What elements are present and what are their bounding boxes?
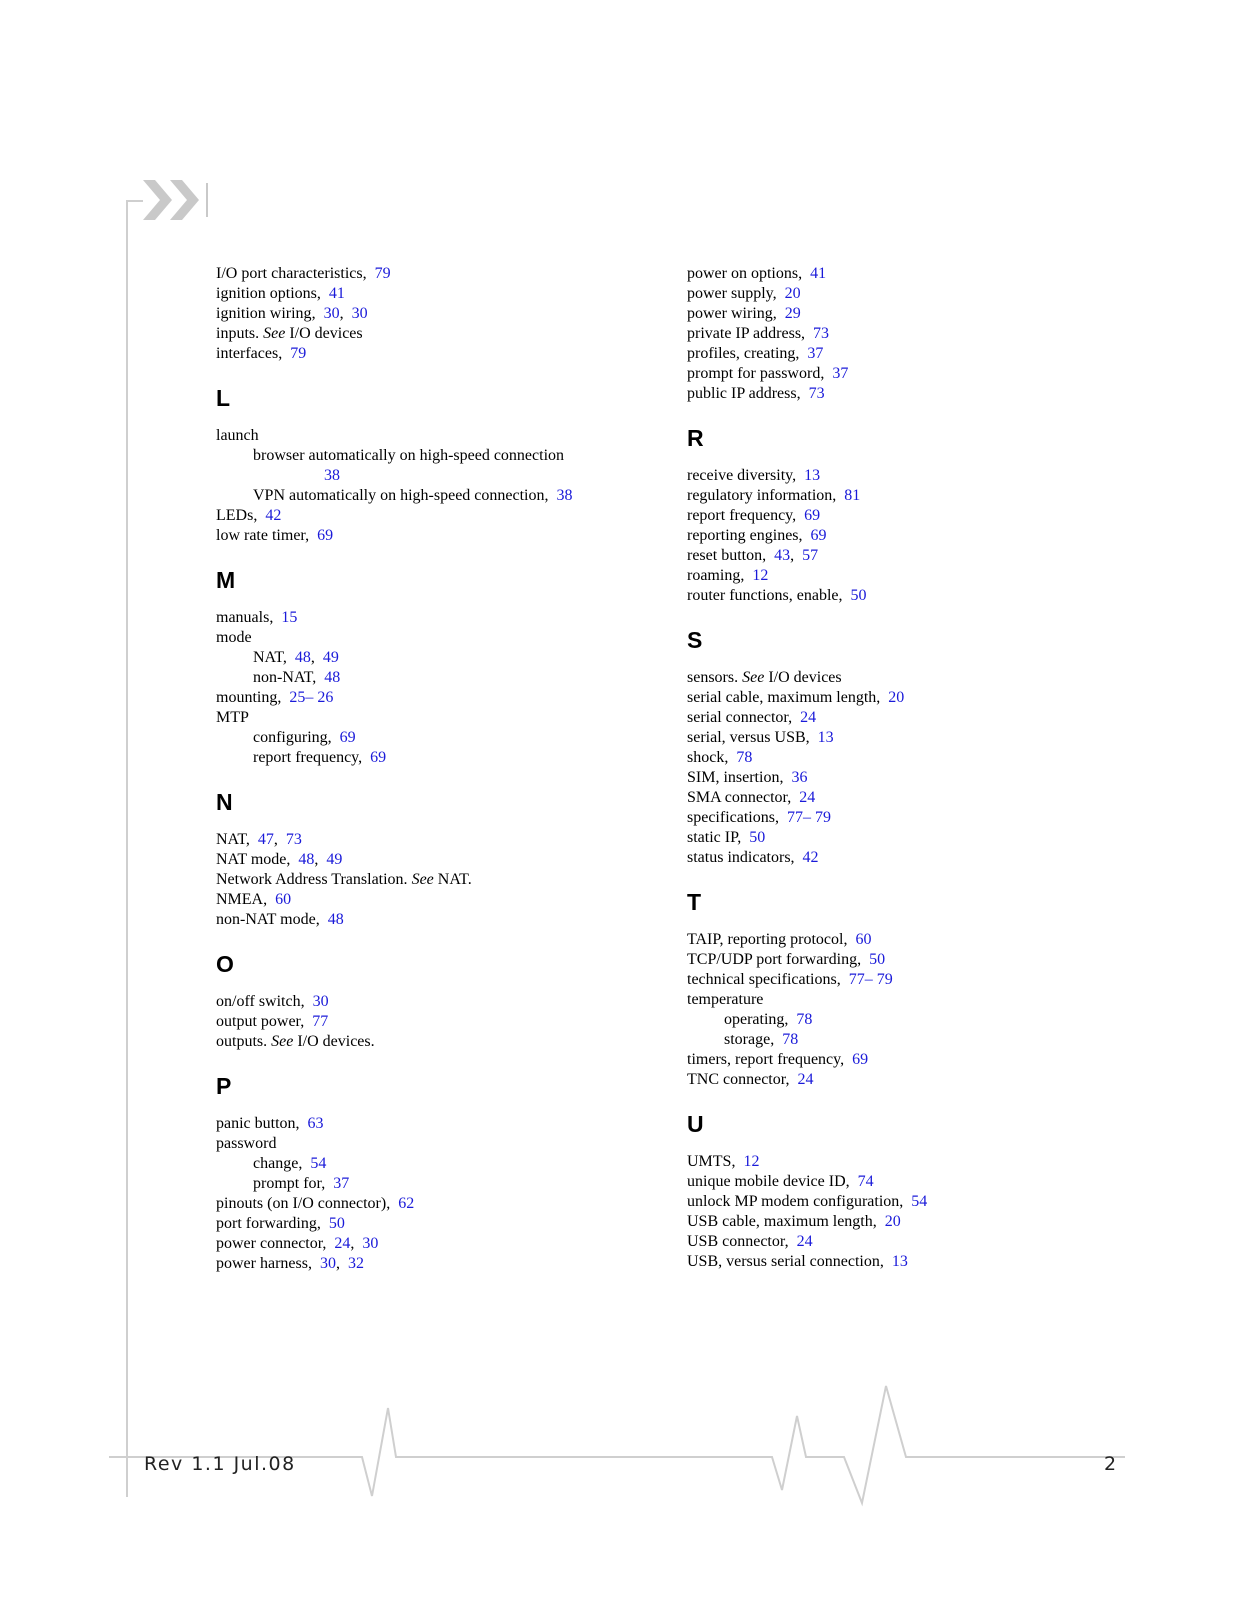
index-entry: reset button, 43, 57 <box>687 547 819 564</box>
page-link[interactable]: 69 <box>339 729 356 746</box>
entry-term: SMA connector <box>687 789 788 806</box>
index-entry: unlock MP modem configuration, 54 <box>687 1193 928 1210</box>
index-entry: NAT, 47, 73 <box>216 831 302 848</box>
entry-term: outputs. <box>216 1033 272 1050</box>
entry-term: unlock MP modem configuration <box>687 1193 900 1210</box>
entry-term: pinouts (on I/O connector) <box>216 1195 387 1212</box>
page-link[interactable]: 48 <box>294 649 311 666</box>
index-entry: SMA connector, 24 <box>687 789 816 806</box>
page-link[interactable]: 69 <box>810 527 827 544</box>
index-column-right <box>687 264 1127 1272</box>
section-letter: T <box>687 889 702 915</box>
entry-term: mode <box>216 629 252 646</box>
entry-term: panic button <box>216 1115 296 1132</box>
footer-revision: Rev 1.1 Jul.08 <box>144 1453 296 1475</box>
index-subentry <box>216 446 616 466</box>
page-link[interactable]: 69 <box>370 749 387 766</box>
entry-term: password <box>216 1135 277 1152</box>
index-entry: TNC connector, 24 <box>687 1071 814 1088</box>
entry-term: interfaces <box>216 345 279 362</box>
index-entry: NAT mode, 48, 49 <box>216 851 343 868</box>
page-link[interactable]: 12 <box>743 1153 760 1170</box>
index-entry: power harness, 30, 32 <box>216 1255 364 1272</box>
index-entry: serial, versus USB, 13 <box>687 729 834 746</box>
page-link[interactable]: 42 <box>802 849 819 866</box>
index-entry: low rate timer, 69 <box>216 527 334 544</box>
index-entry: panic button, 63 <box>216 1115 324 1132</box>
index-entry: public IP address, 73 <box>687 385 825 402</box>
page-link[interactable]: 63 <box>307 1115 324 1132</box>
section-letter: L <box>216 385 231 411</box>
index-entry: profiles, creating, 37 <box>687 345 824 362</box>
page-link[interactable]: 50 <box>749 829 766 846</box>
see-target: I/O devices. <box>293 1033 375 1050</box>
see-reference: See <box>271 1033 294 1050</box>
page-link[interactable]: 77– 79 <box>786 809 831 826</box>
index-entry: power wiring, 29 <box>687 305 801 322</box>
section-letter: P <box>216 1073 232 1099</box>
entry-term: change <box>253 1155 299 1172</box>
index-entry: prompt for password, 37 <box>687 365 849 382</box>
index-subentry: operating, 78 <box>724 1011 813 1028</box>
page-link[interactable]: 37 <box>333 1175 350 1192</box>
entry-term: ignition options <box>216 285 317 302</box>
entry-term: serial cable, maximum length <box>687 689 877 706</box>
page-link[interactable]: 48 <box>324 669 341 686</box>
index-subentry: storage, 78 <box>724 1031 799 1048</box>
index-entry: LEDs, 42 <box>216 507 282 524</box>
entry-term: NAT <box>253 649 283 666</box>
index-entry: USB cable, maximum length, 20 <box>687 1213 901 1230</box>
entry-term: NAT mode <box>216 851 287 868</box>
index-entry: USB, versus serial connection, 13 <box>687 1253 908 1270</box>
index-entry: USB connector, 24 <box>687 1233 813 1250</box>
index-entry: router functions, enable, 50 <box>687 587 867 604</box>
entry-term: power on options <box>687 265 799 282</box>
index-entry: timers, report frequency, 69 <box>687 1051 869 1068</box>
index-entry: shock, 78 <box>687 749 753 766</box>
index-entry: ignition wiring, 30, 30 <box>216 305 368 322</box>
page-link[interactable]: 13 <box>804 467 821 484</box>
entry-term: timers, report frequency <box>687 1051 841 1068</box>
heartbeat-footer-line <box>109 1386 1125 1503</box>
page-link[interactable]: 42 <box>265 507 282 524</box>
entry-term: non-NAT mode <box>216 911 316 928</box>
entry-term: report frequency <box>253 749 359 766</box>
entry-term: reporting engines <box>687 527 799 544</box>
page-link[interactable]: 60 <box>855 931 872 948</box>
index-entry: unique mobile device ID, 74 <box>687 1173 874 1190</box>
page-link[interactable]: 30 <box>312 993 329 1010</box>
page-link[interactable]: 24 <box>797 1071 814 1088</box>
page-link[interactable]: 47 <box>257 831 274 848</box>
index-subentry: report frequency, 69 <box>253 749 387 766</box>
page-link[interactable]: 41 <box>328 285 345 302</box>
page-link[interactable]: 81 <box>844 487 861 504</box>
index-entry <box>216 324 616 344</box>
entry-term: LEDs <box>216 507 254 524</box>
entry-term: NAT <box>216 831 246 848</box>
page-link[interactable]: 48 <box>298 851 315 868</box>
entry-term: low rate timer <box>216 527 306 544</box>
page-link[interactable]: 50 <box>850 587 867 604</box>
entry-term: report frequency <box>687 507 793 524</box>
see-reference: See <box>263 325 286 342</box>
index-entry: I/O port characteristics, 79 <box>216 265 391 282</box>
chevron-logo-icon <box>143 180 208 220</box>
entry-term: reset button <box>687 547 763 564</box>
index-entry <box>687 668 1127 688</box>
index-entry <box>216 426 616 446</box>
entry-term: power supply <box>687 285 773 302</box>
page-link[interactable]: 25– 26 <box>289 689 334 706</box>
entry-term: UMTS <box>687 1153 732 1170</box>
page-link[interactable]: 54 <box>911 1193 928 1210</box>
entry-term: roaming <box>687 567 741 584</box>
entry-term: manuals <box>216 609 270 626</box>
index-entry: status indicators, 42 <box>687 849 819 866</box>
index-entry: TCP/UDP port forwarding, 50 <box>687 951 886 968</box>
index-entry: power supply, 20 <box>687 285 801 302</box>
page-link[interactable]: 78 <box>736 749 753 766</box>
entry-term: non-NAT <box>253 669 313 686</box>
index-entry: TAIP, reporting protocol, 60 <box>687 931 872 948</box>
entry-term: serial connector <box>687 709 789 726</box>
entry-term: browser automatically on high-speed connection <box>253 447 565 464</box>
entry-term: TCP/UDP port forwarding <box>687 951 858 968</box>
index-entry <box>216 870 616 890</box>
frame-top-corner <box>127 201 143 245</box>
see-target: I/O devices <box>285 325 363 342</box>
index-entry: output power, 77 <box>216 1013 329 1030</box>
entry-term: USB, versus serial connection <box>687 1253 880 1270</box>
page-link[interactable]: 30 <box>323 305 340 322</box>
page-link[interactable]: 24 <box>796 1233 813 1250</box>
index-entry: serial connector, 24 <box>687 709 817 726</box>
index-entry: report frequency, 69 <box>687 507 821 524</box>
section-letter: O <box>216 951 234 977</box>
entry-term: I/O port characteristics <box>216 265 363 282</box>
page-link[interactable]: 74 <box>857 1173 874 1190</box>
page-link[interactable]: 69 <box>804 507 821 524</box>
page-link[interactable]: 20 <box>888 689 905 706</box>
entry-term: receive diversity <box>687 467 793 484</box>
page-link[interactable]: 13 <box>891 1253 908 1270</box>
index-entry <box>687 990 1127 1010</box>
entry-term: regulatory information <box>687 487 833 504</box>
page-link[interactable]: 60 <box>275 891 292 908</box>
entry-term: SIM, insertion <box>687 769 780 786</box>
index-column-left <box>216 264 616 1274</box>
entry-term: configuring <box>253 729 328 746</box>
index-subentry: change, 54 <box>253 1155 327 1172</box>
index-entry: power on options, 41 <box>687 265 827 282</box>
entry-term: MTP <box>216 709 249 726</box>
index-entry: technical specifications, 77– 79 <box>687 971 893 988</box>
entry-term: ignition wiring <box>216 305 312 322</box>
index-entry: regulatory information, 81 <box>687 487 861 504</box>
entry-term: prompt for <box>253 1175 322 1192</box>
page-link[interactable]: 29 <box>784 305 801 322</box>
page-link[interactable]: 79 <box>374 265 391 282</box>
section-letter: U <box>687 1111 704 1137</box>
page-link[interactable]: 73 <box>813 325 830 342</box>
index-entry: private IP address, 73 <box>687 325 830 342</box>
entry-term: USB connector <box>687 1233 785 1250</box>
entry-term: static IP <box>687 829 738 846</box>
entry-term: unique mobile device ID <box>687 1173 846 1190</box>
page-link[interactable]: 49 <box>322 649 339 666</box>
index-entry: serial cable, maximum length, 20 <box>687 689 905 706</box>
page-link[interactable]: 49 <box>326 851 343 868</box>
index-entry <box>216 708 616 728</box>
index-entry: SIM, insertion, 36 <box>687 769 808 786</box>
page-link[interactable]: 57 <box>802 547 819 564</box>
entry-term: power wiring <box>687 305 773 322</box>
entry-term: mounting <box>216 689 278 706</box>
see-reference: See <box>742 669 765 686</box>
page-link[interactable]: 20 <box>884 1213 901 1230</box>
index-entry: receive diversity, 13 <box>687 467 821 484</box>
page-link[interactable]: 13 <box>817 729 834 746</box>
page-link[interactable]: 77– 79 <box>848 971 893 988</box>
page-link[interactable]: 20 <box>784 285 801 302</box>
index-entry: UMTS, 12 <box>687 1153 760 1170</box>
index-subentry: VPN automatically on high-speed connection, 38 <box>253 487 573 504</box>
entry-term: operating <box>724 1011 785 1028</box>
entry-term: private IP address <box>687 325 802 342</box>
page-link[interactable]: 43 <box>774 547 791 564</box>
page-link[interactable]: 37 <box>807 345 824 362</box>
entry-term: launch <box>216 427 259 444</box>
section-letter: N <box>216 789 233 815</box>
index-entry <box>216 628 616 648</box>
page-link[interactable]: 78 <box>796 1011 813 1028</box>
entry-term: profiles, creating <box>687 345 796 362</box>
index-subentry: configuring, 69 <box>253 729 356 746</box>
page-link[interactable]: 41 <box>810 265 827 282</box>
entry-term: shock <box>687 749 725 766</box>
see-target: NAT. <box>433 871 472 888</box>
page-link[interactable]: 69 <box>852 1051 869 1068</box>
see-reference: See <box>411 871 434 888</box>
entry-term: port forwarding <box>216 1215 317 1232</box>
entry-term: inputs. <box>216 325 264 342</box>
see-target: I/O devices <box>764 669 842 686</box>
index-entry: pinouts (on I/O connector), 62 <box>216 1195 415 1212</box>
page-link[interactable]: 24 <box>334 1235 351 1252</box>
page-link[interactable]: 50 <box>869 951 886 968</box>
entry-term: power connector <box>216 1235 323 1252</box>
entry-term: on/off switch <box>216 993 301 1010</box>
footer-page-number: 2 <box>1104 1453 1117 1475</box>
section-letter: S <box>687 627 703 653</box>
section-letter: R <box>687 425 704 451</box>
index-subentry: NAT, 48, 49 <box>253 649 339 666</box>
index-entry: ignition options, 41 <box>216 285 345 302</box>
entry-term: Network Address Translation. <box>216 871 412 888</box>
index-entry: non-NAT mode, 48 <box>216 911 344 928</box>
page-link[interactable]: 79 <box>290 345 307 362</box>
entry-term: NMEA <box>216 891 264 908</box>
page-link[interactable]: 24 <box>799 789 816 806</box>
section-letter: M <box>216 567 236 593</box>
page-link[interactable]: 15 <box>281 609 298 626</box>
page-link[interactable]: 12 <box>752 567 769 584</box>
entry-term: public IP address <box>687 385 797 402</box>
entry-term: output power <box>216 1013 301 1030</box>
page-link[interactable]: 30 <box>351 305 368 322</box>
page-link[interactable]: 73 <box>285 831 302 848</box>
page-link[interactable]: 77 <box>312 1013 329 1030</box>
index-subentry: non-NAT, 48 <box>253 669 341 686</box>
entry-term: temperature <box>687 991 764 1008</box>
page-link[interactable]: 73 <box>808 385 825 402</box>
index-entry: mounting, 25– 26 <box>216 689 334 706</box>
index-entry: manuals, 15 <box>216 609 298 626</box>
page-link[interactable]: 54 <box>310 1155 327 1172</box>
page-link[interactable]: 30 <box>362 1235 379 1252</box>
page-link[interactable]: 37 <box>832 365 849 382</box>
page-link[interactable]: 32 <box>347 1255 364 1272</box>
index-entry-continuation <box>216 466 616 486</box>
index-entry: NMEA, 60 <box>216 891 292 908</box>
entry-term: USB cable, maximum length <box>687 1213 873 1230</box>
index-entry: on/off switch, 30 <box>216 993 329 1010</box>
page-link[interactable]: 36 <box>791 769 808 786</box>
index-subentry: prompt for, 37 <box>253 1175 350 1192</box>
page-link[interactable]: 78 <box>782 1031 799 1048</box>
index-entry <box>216 1032 616 1052</box>
index-entry: specifications, 77– 79 <box>687 809 831 826</box>
page-link[interactable]: 24 <box>800 709 817 726</box>
index-entry: port forwarding, 50 <box>216 1215 345 1232</box>
index-entry: power connector, 24, 30 <box>216 1235 379 1252</box>
page-link[interactable]: 30 <box>319 1255 336 1272</box>
page-link[interactable]: 69 <box>317 527 334 544</box>
index-entry: reporting engines, 69 <box>687 527 827 544</box>
entry-term: storage <box>724 1031 771 1048</box>
page-link[interactable]: 38 <box>324 467 340 484</box>
page-link[interactable]: 48 <box>327 911 344 928</box>
entry-term: status indicators <box>687 849 791 866</box>
entry-term: TNC connector <box>687 1071 786 1088</box>
index-entry: interfaces, 79 <box>216 345 307 362</box>
entry-term: technical specifications <box>687 971 837 988</box>
entry-term: sensors. <box>687 669 743 686</box>
entry-term: router functions, enable <box>687 587 839 604</box>
page-link[interactable]: 38 <box>556 487 573 504</box>
page-link[interactable]: 50 <box>328 1215 345 1232</box>
index-entry: static IP, 50 <box>687 829 766 846</box>
index-entry: roaming, 12 <box>687 567 769 584</box>
entry-term: power harness <box>216 1255 308 1272</box>
entry-term: specifications <box>687 809 775 826</box>
entry-term: prompt for password <box>687 365 821 382</box>
index-entry <box>216 1134 616 1154</box>
entry-term: TAIP, reporting protocol <box>687 931 844 948</box>
page-link[interactable]: 62 <box>398 1195 415 1212</box>
entry-term: VPN automatically on high-speed connection <box>253 487 545 504</box>
entry-term: serial, versus USB <box>687 729 806 746</box>
